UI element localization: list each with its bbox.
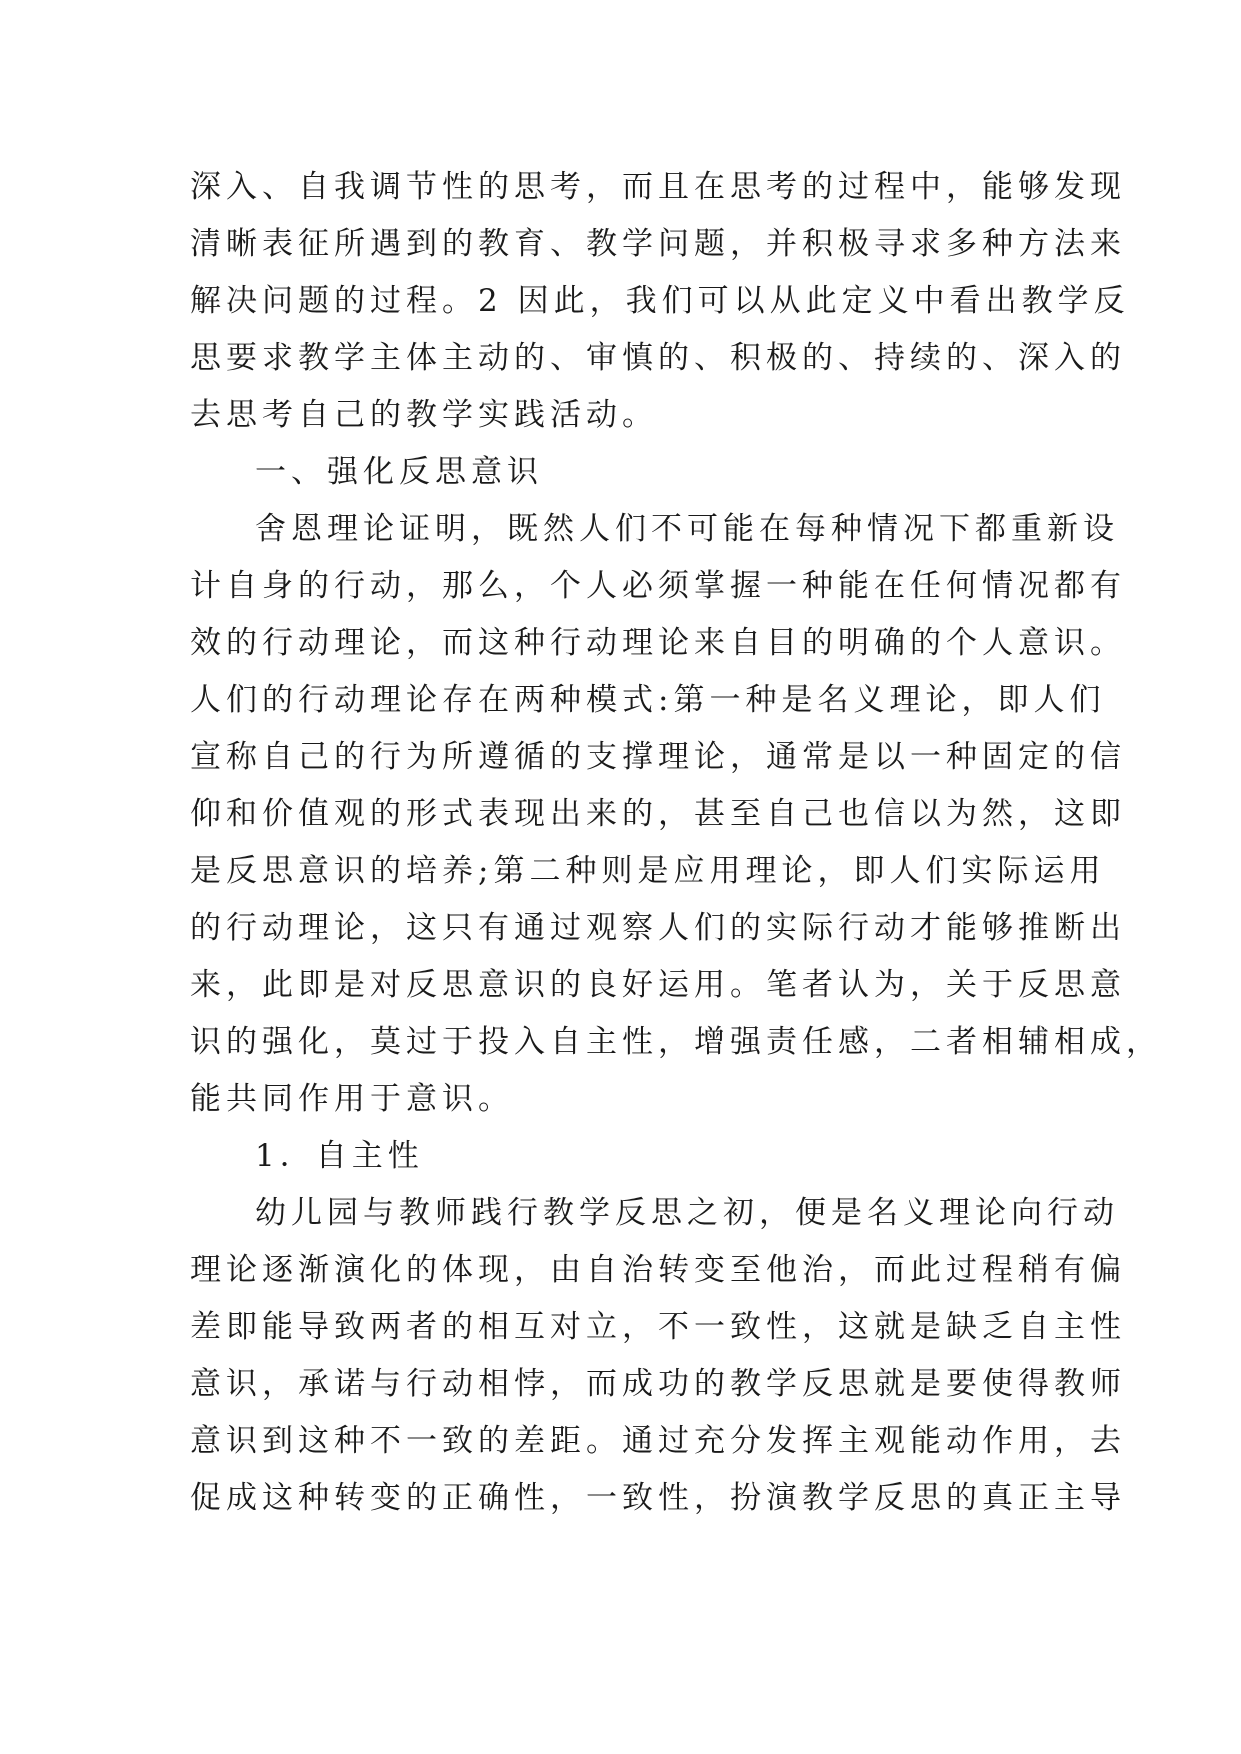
text-line: 理论逐渐演化的体现，由自治转变至他治，而此过程稍有偏 [190, 1252, 1126, 1288]
text-line: 宣称自己的行为所遵循的支撑理论，通常是以一种固定的信 [190, 739, 1126, 775]
text-line: 去思考自己的教学实践活动。 [190, 397, 658, 433]
text-line: 识的强化，莫过于投入自主性，增强责任感，二者相辅相成， [190, 1024, 1162, 1060]
text-line: 人们的行动理论存在两种模式:第一种是名义理论，即人们 [190, 682, 1106, 718]
text-line: 计自身的行动，那么，个人必须掌握一种能在任何情况都有 [190, 568, 1126, 604]
text-line: 差即能导致两者的相互对立，不一致性，这就是缺乏自主性 [190, 1309, 1126, 1345]
text-line: 幼儿园与教师践行教学反思之初，便是名义理论向行动 [255, 1195, 1119, 1231]
text-line: 效的行动理论，而这种行动理论来自目的明确的个人意识。 [190, 625, 1126, 661]
text-line: 思要求教学主体主动的、审慎的、积极的、持续的、深入的 [190, 340, 1126, 376]
text-line: 能共同作用于意识。 [190, 1081, 514, 1117]
text-line: 清晰表征所遇到的教育、教学问题，并积极寻求多种方法来 [190, 226, 1126, 262]
text-line: 仰和价值观的形式表现出来的，甚至自己也信以为然，这即 [190, 796, 1126, 832]
text-line: 意识到这种不一致的差距。通过充分发挥主观能动作用，去 [190, 1423, 1126, 1459]
text-line: 意识，承诺与行动相悖，而成功的教学反思就是要使得教师 [190, 1366, 1126, 1402]
text-line: 来，此即是对反思意识的良好运用。笔者认为，关于反思意 [190, 967, 1126, 1003]
text-line: 深入、自我调节性的思考，而且在思考的过程中，能够发现 [190, 169, 1126, 205]
section-heading: 一、强化反思意识 [255, 454, 543, 490]
text-line: 解决问题的过程。2 因此，我们可以从此定义中看出教学反 [190, 283, 1130, 319]
text-line: 促成这种转变的正确性，一致性，扮演教学反思的真正主导 [190, 1480, 1126, 1516]
subsection-heading: 1．自主性 [255, 1138, 424, 1174]
text-line: 是反思意识的培养;第二种则是应用理论，即人们实际运用 [190, 853, 1106, 889]
text-line: 舍恩理论证明，既然人们不可能在每种情况下都重新设 [255, 511, 1119, 547]
text-line: 的行动理论，这只有通过观察人们的实际行动才能够推断出 [190, 910, 1126, 946]
